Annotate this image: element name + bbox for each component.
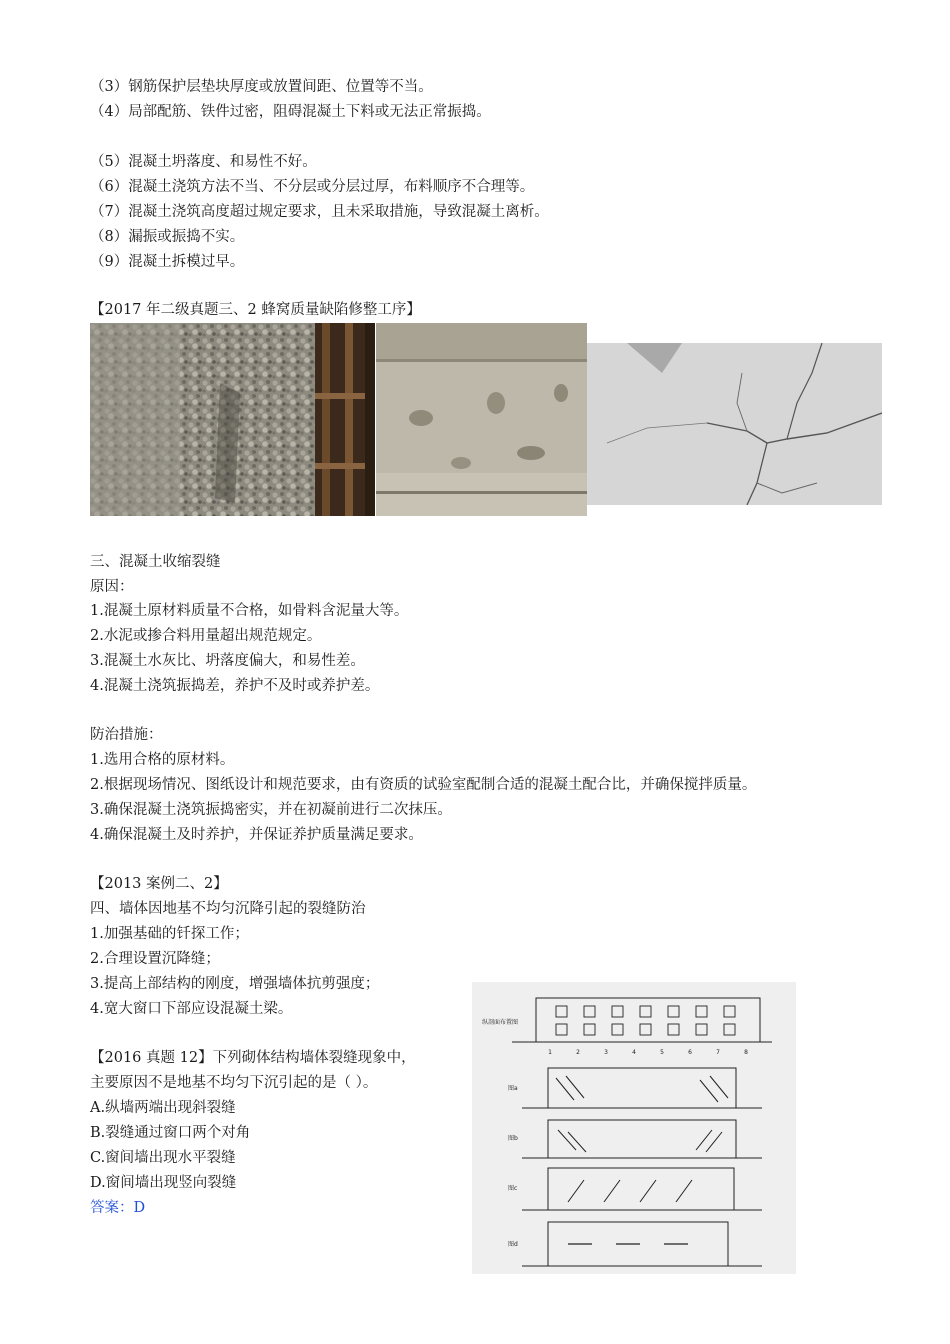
panel-label: 图d	[508, 1241, 518, 1248]
exam-note-2017: 【2017 年二级真题三、2 蜂窝质量缺陷修整工序】	[90, 302, 421, 318]
repaired-wall-photo	[376, 323, 587, 516]
section4-item: 4.宽大窗口下部应设混凝土梁。	[90, 1001, 293, 1017]
panel-label: 图a	[508, 1085, 518, 1092]
measure-item: 4.确保混凝土及时养护，并保证养护质量满足要求。	[90, 827, 423, 843]
reason-item: 1.混凝土原材料质量不合格，如骨料含泥量大等。	[90, 603, 409, 619]
option-d: D.窗间墙出现竖向裂缝	[90, 1175, 237, 1191]
exam-note-2013: 【2013 案例二、2】	[90, 876, 228, 892]
panel-label: 图b	[508, 1135, 518, 1142]
shrinkage-crack-photo	[587, 343, 882, 505]
axis-number: 7	[716, 1049, 720, 1056]
prevention-label: 防治措施：	[90, 727, 163, 743]
honeycomb-photo	[90, 323, 375, 516]
diagram-top-label: 纵剖面布置图	[482, 1019, 519, 1026]
measure-item: 3.确保混凝土浇筑振捣密实，并在初凝前进行二次抹压。	[90, 802, 452, 818]
axis-number: 2	[576, 1049, 580, 1056]
axis-number: 5	[660, 1049, 664, 1056]
section4-item: 2.合理设置沉降缝；	[90, 951, 220, 967]
question-line: 主要原因不是地基不均匀下沉引起的是（ ）。	[90, 1075, 378, 1091]
option-b: B.裂缝通过窗口两个对角	[90, 1125, 251, 1141]
measure-item: 1.选用合格的原材料。	[90, 752, 235, 768]
answer: 答案：D	[90, 1200, 146, 1216]
question-line: 【2016 真题 12】下列砌体结构墙体裂缝现象中，	[90, 1050, 416, 1066]
wall-crack-diagram	[472, 982, 796, 1274]
section4-item: 3.提高上部结构的刚度，增强墙体抗剪强度；	[90, 976, 380, 992]
panel-label: 图c	[508, 1185, 518, 1192]
axis-number: 6	[688, 1049, 692, 1056]
reason-item: 3.混凝土水灰比、坍落度偏大，和易性差。	[90, 653, 365, 669]
section4-item: 1.加强基础的钎探工作；	[90, 926, 249, 942]
axis-number: 4	[632, 1049, 636, 1056]
cause-item: （6）混凝土浇筑方法不当、不分层或分层过厚，布料顺序不合理等。	[90, 179, 535, 195]
measure-item: 2.根据现场情况、图纸设计和规范要求，由有资质的试验室配制合适的混凝土配合比，并确保搅拌质量。	[90, 777, 757, 793]
cause-item: （4）局部配筋、铁件过密，阻碍混凝土下料或无法正常振捣。	[90, 104, 491, 120]
axis-number: 8	[744, 1049, 748, 1056]
cause-item: （3）钢筋保护层垫块厚度或放置间距、位置等不当。	[90, 79, 433, 95]
reason-item: 2.水泥或掺合料用量超出规范规定。	[90, 628, 322, 644]
option-a: A.纵墙两端出现斜裂缝	[90, 1100, 236, 1116]
axis-number: 3	[604, 1049, 608, 1056]
reason-item: 4.混凝土浇筑振捣差，养护不及时或养护差。	[90, 678, 380, 694]
cause-item: （9）混凝土拆模过早。	[90, 254, 245, 270]
cause-item: （7）混凝土浇筑高度超过规定要求，且未采取措施，导致混凝土离析。	[90, 204, 549, 220]
reason-label: 原因：	[90, 579, 134, 595]
option-c: C.窗间墙出现水平裂缝	[90, 1150, 236, 1166]
cause-item: （5）混凝土坍落度、和易性不好。	[90, 154, 317, 170]
section3-title: 三、混凝土收缩裂缝	[90, 554, 221, 570]
section4-title: 四、墙体因地基不均匀沉降引起的裂缝防治	[90, 901, 366, 917]
cause-item: （8）漏振或振捣不实。	[90, 229, 245, 245]
axis-number: 1	[548, 1049, 552, 1056]
